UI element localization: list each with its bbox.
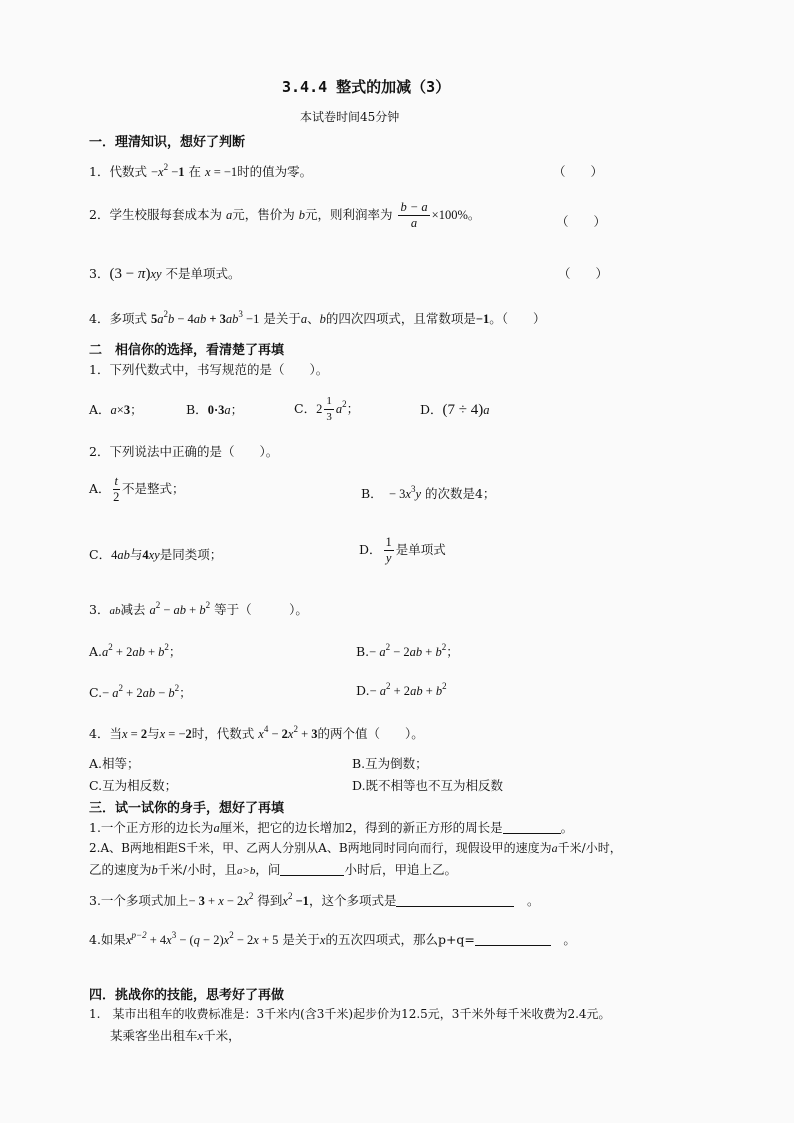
s4-question-1-line1: 1. 某市出租车的收费标准是：3千米内(含3千米)起步价为12.5元，3千米外每千米收费为2.4元。 (89, 1007, 611, 1021)
s2-q1-option-b: B．0·3a； (186, 402, 244, 417)
s1-question-4: 4．多项式 $5a^2b - 4ab + 3ab^3 -1$ 是关于a、b的四次四项式，且常数项是−1。（ ） (89, 309, 546, 326)
s1-question-3: 3．(3 − π)xy 不是单项式。 (89, 266, 241, 282)
answer-blank[interactable] (280, 863, 344, 876)
s3-question-1: 1.一个正方形的边长为a厘米，把它的边长增加2，得到的新正方形的周长是 。 (89, 820, 574, 835)
s2-q3-option-c: $C.- a^2 + 2ab - b^2$； (89, 683, 192, 700)
section3-heading: 三．试一试你的身手，想好了再填 (89, 801, 285, 816)
s1-q3-answer-paren: （ ） (558, 266, 609, 281)
s2-q4-option-d: D.既不相等也不互为相反数 (352, 778, 504, 793)
section1-heading: 一．理清知识，想好了判断 (89, 135, 246, 150)
s2-q1-option-d: D．(7 ÷ 4)a (420, 402, 490, 418)
subtitle: 本试卷时间45分钟 (300, 110, 400, 124)
s3-question-3: 3.一个多项式加上− $3 + x - 2x^2$ 得到$x^2 -1$，这个多项式是 。 (89, 891, 540, 908)
section4-heading: 四．挑战你的技能，思考好了再做 (89, 988, 285, 1003)
s2-q2-option-c: C．4ab与4xy是同类项； (89, 547, 223, 562)
s1-question-1: 1．代数式 $-x^2 -1$ 在 x = −1时的值为零。 (89, 162, 313, 179)
s2-q2-stem: 2．下列说法中正确的是（ ）。 (89, 444, 279, 459)
answer-blank[interactable] (475, 933, 551, 946)
section2-heading: 二 相信你的选择，看清楚了再填 (89, 343, 285, 358)
answer-blank[interactable] (396, 894, 514, 907)
s1-question-2: 2．学生校服每套成本为 a元，售价为 b元，则利润率为 $\frac{b - a}{a}$ ×100%。 (89, 200, 481, 230)
s2-q4-stem: 4．当x = 2与x = −2时，代数式 $x^4 - 2x^2 + 3$的两个值（ ）。 (89, 724, 424, 741)
s2-q4-option-b: B.互为倒数； (352, 756, 428, 771)
s4-question-1-line2: 某乘客坐出租车x千米， (110, 1028, 241, 1043)
s3-question-4: 4.如果$x^{p-2} + 4x^3 - (q - 2)x^2 - 2x + 5$ 是关于x的五次四项式，那么p+q= 。 (89, 930, 576, 947)
s3-question-2-line2: 乙的速度为b千米/小时，且a>b，问 小时后，甲追上乙。 (89, 862, 457, 877)
answer-blank[interactable] (503, 821, 561, 834)
s2-q1-stem: 1．下列代数式中，书写规范的是（ ）。 (89, 362, 329, 377)
s2-q2-option-d: D． $\frac{1}{y}$ 是单项式 (359, 535, 446, 565)
s2-q3-option-d: $D.- a^2 + 2ab + b^2$ (356, 681, 447, 698)
s2-q4-option-a: A.相等； (89, 756, 140, 771)
s2-q1-option-c: C．2 $\frac{1}{3}$ $a^2$； (294, 395, 360, 423)
s2-q3-option-a: $A.a^2 + 2ab + b^2$； (89, 642, 182, 659)
s3-question-2-line1: 2.A、B两地相距S千米，甲、乙两人分别从A、B两地同时同向而行，现假设甲的速度为a千米/小时， (89, 841, 622, 855)
s2-q4-option-c: C.互为相反数； (89, 778, 178, 793)
s2-q2-option-a: A． $\frac{t}{2}$ 不是整式； (89, 474, 185, 504)
s1-q2-answer-paren: （ ） (556, 214, 607, 229)
s1-q1-answer-paren: （ ） (553, 164, 604, 179)
s2-q3-option-b: $B.- a^2 - 2ab + b^2$； (356, 642, 459, 659)
s2-q1-option-a: A．a×3； (89, 402, 143, 417)
s2-q3-stem: 3．ab减去 $a^2$ − ab + $b^2$ 等于（ ）。 (89, 600, 308, 617)
s2-q2-option-b: B． − $3x^3y$ 的次数是4； (361, 484, 496, 501)
page-title: 3.4.4 整式的加减（3） (282, 78, 451, 96)
